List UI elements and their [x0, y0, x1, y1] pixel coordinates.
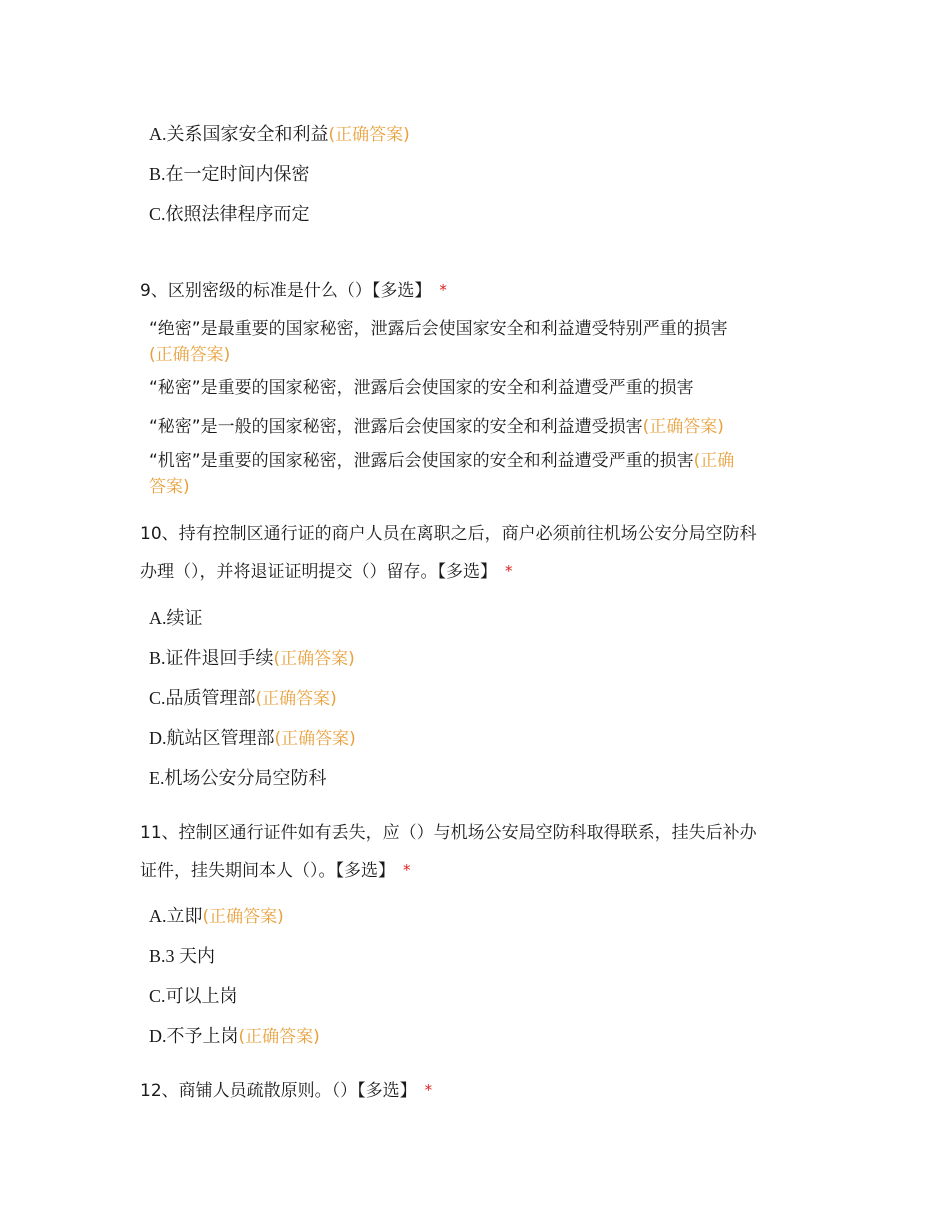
option-label: B.3 天内 [149, 946, 216, 966]
required-star: * [403, 861, 411, 879]
option-label: C.依照法律程序而定 [149, 204, 310, 224]
option-label: A.续证 [149, 608, 203, 628]
q8-option-c [149, 202, 310, 226]
option-label: B.证件退回手续 [149, 648, 274, 668]
correct-answer-tag: (正确答案) [149, 345, 231, 365]
q9-option-3 [149, 415, 724, 439]
q11-title-line2 [140, 859, 411, 883]
option-label: “机密”是重要的国家秘密，泄露后会使国家的安全和利益遭受严重的损害 [149, 451, 694, 471]
required-star: * [424, 1081, 433, 1099]
question-text: 办理（），并将退证证明提交（）留存。【多选】 [140, 562, 497, 582]
option-label: C.品质管理部 [149, 688, 256, 708]
q11-option-c [149, 984, 238, 1008]
q10-option-c [149, 686, 337, 711]
question-text: 12、商铺人员疏散原则。（）【多选】 [140, 1081, 417, 1101]
q9-option-2 [149, 376, 694, 400]
q11-option-b [149, 944, 215, 968]
q10-title-line1 [140, 522, 757, 546]
option-label: C.可以上岗 [149, 986, 238, 1006]
correct-answer-tag: (正确答案) [328, 125, 410, 145]
option-label: “秘密”是重要的国家秘密，泄露后会使国家的安全和利益遭受严重的损害 [149, 378, 694, 398]
option-label: D.航站区管理部 [149, 728, 275, 748]
question-text: 9、区别密级的标准是什么（）【多选】 [140, 281, 432, 301]
required-star: * [505, 562, 513, 580]
q9-option-4 [149, 449, 734, 473]
question-text: 10、持有控制区通行证的商户人员在离职之后，商户必须前往机场公安分局空防科 [140, 524, 757, 544]
option-label: A.立即 [149, 906, 203, 926]
q10-option-a [149, 606, 203, 630]
correct-answer-tag: (正确答案) [255, 689, 337, 709]
q9-option-4-tag [149, 474, 190, 499]
q8-option-a [149, 122, 410, 147]
q10-option-b [149, 646, 355, 671]
q9-title [140, 279, 447, 303]
q9-option-1 [149, 317, 728, 341]
option-label: A.关系国家安全和利益 [149, 124, 329, 144]
q10-title-line2 [140, 560, 513, 584]
option-label: B.在一定时间内保密 [149, 164, 310, 184]
question-text: 证件，挂失期间本人（）。【多选】 [140, 861, 395, 881]
q10-option-e [149, 766, 327, 790]
q8-option-b [149, 162, 310, 186]
correct-answer-tag-part2: 答案) [149, 477, 190, 497]
correct-answer-tag: (正确答案) [202, 907, 284, 927]
q11-title-line1 [140, 821, 757, 845]
q11-option-d [149, 1024, 320, 1049]
option-label: D.不予上岗 [149, 1026, 239, 1046]
option-label: E.机场公安分局空防科 [149, 768, 327, 788]
q11-option-a [149, 904, 284, 929]
q9-option-1-tag [149, 342, 230, 367]
correct-answer-tag-part1: (正确 [693, 451, 735, 471]
question-text: 11、控制区通行证件如有丢失，应（）与机场公安局空防科取得联系，挂失后补办 [140, 823, 757, 843]
correct-answer-tag: (正确答案) [273, 649, 355, 669]
required-star: * [439, 281, 447, 299]
q10-option-d [149, 726, 356, 751]
correct-answer-tag: (正确答案) [274, 729, 356, 749]
correct-answer-tag: (正确答案) [642, 417, 724, 437]
q12-title [140, 1079, 432, 1103]
correct-answer-tag: (正确答案) [238, 1027, 320, 1047]
option-label: “绝密”是最重要的国家秘密，泄露后会使国家安全和利益遭受特别严重的损害 [149, 319, 728, 339]
option-label: “秘密”是一般的国家秘密，泄露后会使国家的安全和利益遭受损害 [149, 417, 643, 437]
